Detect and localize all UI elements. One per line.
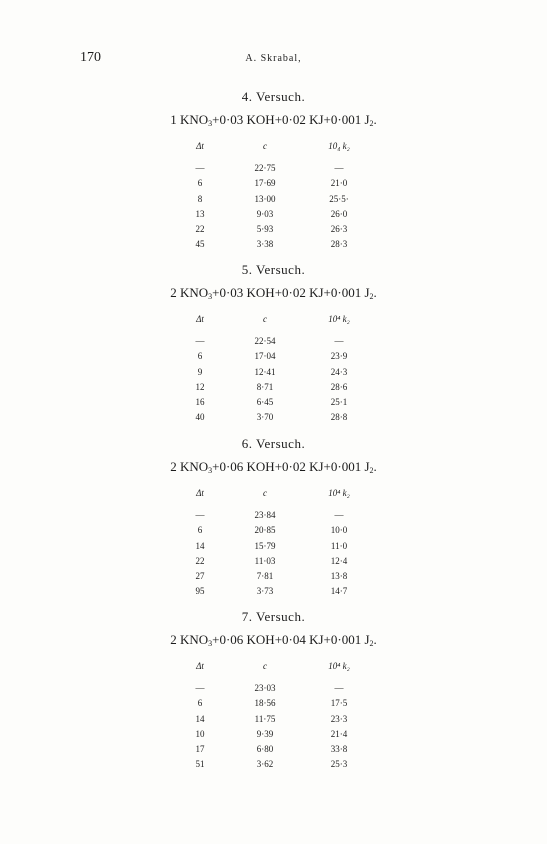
column-header: Δt <box>196 661 204 671</box>
experiment-title: 7. Versuch. <box>241 609 306 624</box>
equation-subscript: 3 <box>208 292 213 301</box>
table-cell: 16 <box>195 397 205 408</box>
table-cell: 9·39 <box>256 728 274 739</box>
table-cell: 24·3 <box>330 366 348 377</box>
table-row <box>0 523 547 538</box>
table-cell: 6·80 <box>256 744 274 755</box>
table-cell: — <box>334 163 344 173</box>
table-cell: 7·81 <box>256 571 274 582</box>
table-row <box>0 161 547 176</box>
experiment-block <box>0 435 547 600</box>
table-cell: 40 <box>195 412 205 423</box>
table-cell: — <box>334 336 344 346</box>
equation-text: +0·03 KOH+0·02 KJ+0·001 J <box>212 285 370 300</box>
equation-subscript: 2 <box>369 292 374 301</box>
equation-subscript: 3 <box>208 466 213 475</box>
table-cell: 25·3 <box>330 759 348 770</box>
table-header <box>0 659 547 681</box>
table-cell: 26·0 <box>330 208 348 219</box>
experiment-block <box>0 608 547 773</box>
table-cell: 11·75 <box>254 713 276 724</box>
page-number: 170 <box>80 50 101 65</box>
table-cell: 9 <box>197 366 203 377</box>
column-header: 10⁴ k₂ <box>328 314 350 324</box>
table-row <box>0 334 547 349</box>
reaction-equation <box>0 283 547 303</box>
table-cell: 20·85 <box>254 525 276 536</box>
table-cell: 26·3 <box>330 224 348 235</box>
equation-text: . <box>373 632 377 647</box>
table-cell: 18·56 <box>254 698 276 709</box>
equation-subscript: 2 <box>369 466 374 475</box>
table-cell: 17 <box>195 744 205 755</box>
experiment-block <box>0 261 547 426</box>
equation-text: . <box>373 112 377 127</box>
data-table <box>0 312 547 426</box>
table-cell: — <box>195 683 205 693</box>
table-row <box>0 569 547 584</box>
table-header <box>0 312 547 334</box>
table-cell: 14·7 <box>330 586 348 597</box>
table-cell: 9·03 <box>256 208 274 219</box>
table-cell: — <box>334 683 344 693</box>
experiment-title: 4. Versuch. <box>241 89 306 104</box>
column-header: c <box>263 488 267 498</box>
table-cell: 13·8 <box>330 571 348 582</box>
equation-text: +0·06 KOH+0·04 KJ+0·001 J <box>212 632 370 647</box>
table-cell: 13·00 <box>254 193 276 204</box>
equation-text: 2 KNO <box>170 285 209 300</box>
table-cell: 25·5· <box>329 193 349 204</box>
column-header: c <box>263 141 267 151</box>
table-row <box>0 192 547 207</box>
column-header: Δt <box>196 141 204 151</box>
column-header: Δt <box>196 314 204 324</box>
table-row <box>0 365 547 380</box>
equation-subscript: 3 <box>208 639 213 648</box>
table-row <box>0 696 547 711</box>
table-cell: 6 <box>197 178 203 189</box>
table-cell: 12 <box>195 381 205 392</box>
table-cell: 8 <box>197 193 203 204</box>
table-row <box>0 712 547 727</box>
table-cell: 6 <box>197 525 203 536</box>
table-cell: 6 <box>197 698 203 709</box>
column-header: Δt <box>196 488 204 498</box>
table-cell: — <box>195 163 205 173</box>
table-header <box>0 139 547 161</box>
table-row <box>0 539 547 554</box>
experiment-title: 5. Versuch. <box>241 262 306 277</box>
experiment-title: 6. Versuch. <box>241 436 306 451</box>
table-cell: 10 <box>195 728 205 739</box>
table-cell: 3·62 <box>256 759 274 770</box>
table-cell: 3·70 <box>256 412 274 423</box>
table-cell: 51 <box>195 759 205 770</box>
table-cell: — <box>195 510 205 520</box>
table-cell: 11·03 <box>254 555 276 566</box>
table-row <box>0 380 547 395</box>
table-cell: 22·75 <box>254 163 276 173</box>
column-header: 10⁴ k₂ <box>328 488 350 498</box>
equation-text: . <box>373 459 377 474</box>
table-row <box>0 727 547 742</box>
table-cell: 17·69 <box>254 178 276 189</box>
data-table <box>0 139 547 253</box>
table-cell: 21·0 <box>330 178 348 189</box>
table-row <box>0 757 547 772</box>
table-row <box>0 222 547 237</box>
experiment-block <box>0 88 547 253</box>
table-cell: 3·38 <box>256 239 274 250</box>
table-cell: 22 <box>195 555 205 566</box>
table-cell: 6 <box>197 351 203 362</box>
table-cell: — <box>334 510 344 520</box>
equation-text: 1 KNO <box>170 112 209 127</box>
table-cell: 23·3 <box>330 713 348 724</box>
table-cell: 17·5 <box>330 698 348 709</box>
table-row <box>0 584 547 599</box>
data-table <box>0 659 547 773</box>
equation-subscript: 2 <box>369 119 374 128</box>
table-cell: 11·0 <box>330 540 348 551</box>
equation-text: 2 KNO <box>170 632 209 647</box>
table-cell: 10·0 <box>330 525 348 536</box>
table-cell: 95 <box>195 586 205 597</box>
equation-text: 2 KNO <box>170 459 209 474</box>
table-row <box>0 742 547 757</box>
table-cell: 23·84 <box>254 510 276 520</box>
table-cell: 17·04 <box>254 351 276 362</box>
running-head: A. Skrabal, <box>245 53 302 64</box>
table-cell: 23·9 <box>330 351 348 362</box>
table-cell: 8·71 <box>256 381 274 392</box>
table-cell: 13 <box>195 208 205 219</box>
table-row <box>0 410 547 425</box>
table-cell: 28·6 <box>330 381 348 392</box>
table-row <box>0 207 547 222</box>
table-cell: 5·93 <box>256 224 274 235</box>
column-header: 10⁴ k₂ <box>328 661 350 671</box>
table-cell: 33·8 <box>330 744 348 755</box>
table-cell: 28·8 <box>330 412 348 423</box>
equation-subscript: 3 <box>208 119 213 128</box>
table-cell: 14 <box>195 713 205 724</box>
data-table <box>0 486 547 600</box>
reaction-equation <box>0 457 547 477</box>
table-header <box>0 486 547 508</box>
equation-text: +0·03 KOH+0·02 KJ+0·001 J <box>212 112 370 127</box>
table-cell: 25·1 <box>330 397 348 408</box>
table-cell: 27 <box>195 571 205 582</box>
table-cell: 12·4 <box>330 555 348 566</box>
table-cell: 23·03 <box>254 683 276 693</box>
table-row <box>0 395 547 410</box>
equation-text: . <box>373 285 377 300</box>
equation-subscript: 2 <box>369 639 374 648</box>
column-header: c <box>263 661 267 671</box>
table-cell: 45 <box>195 239 205 250</box>
table-row <box>0 681 547 696</box>
table-cell: 21·4 <box>330 728 348 739</box>
column-header: c <box>263 314 267 324</box>
column-header: 10₄ k₂ <box>328 141 350 151</box>
reaction-equation <box>0 630 547 650</box>
table-cell: 6·45 <box>256 397 274 408</box>
table-cell: — <box>195 336 205 346</box>
table-cell: 28·3 <box>330 239 348 250</box>
table-row <box>0 554 547 569</box>
table-cell: 15·79 <box>254 540 276 551</box>
table-cell: 3·73 <box>256 586 274 597</box>
table-row <box>0 176 547 191</box>
table-cell: 14 <box>195 540 205 551</box>
table-cell: 12·41 <box>254 366 276 377</box>
reaction-equation <box>0 110 547 130</box>
table-cell: 22 <box>195 224 205 235</box>
equation-text: +0·06 KOH+0·02 KJ+0·001 J <box>212 459 370 474</box>
table-cell: 22·54 <box>254 336 276 346</box>
table-row <box>0 237 547 252</box>
table-row <box>0 508 547 523</box>
table-row <box>0 349 547 364</box>
